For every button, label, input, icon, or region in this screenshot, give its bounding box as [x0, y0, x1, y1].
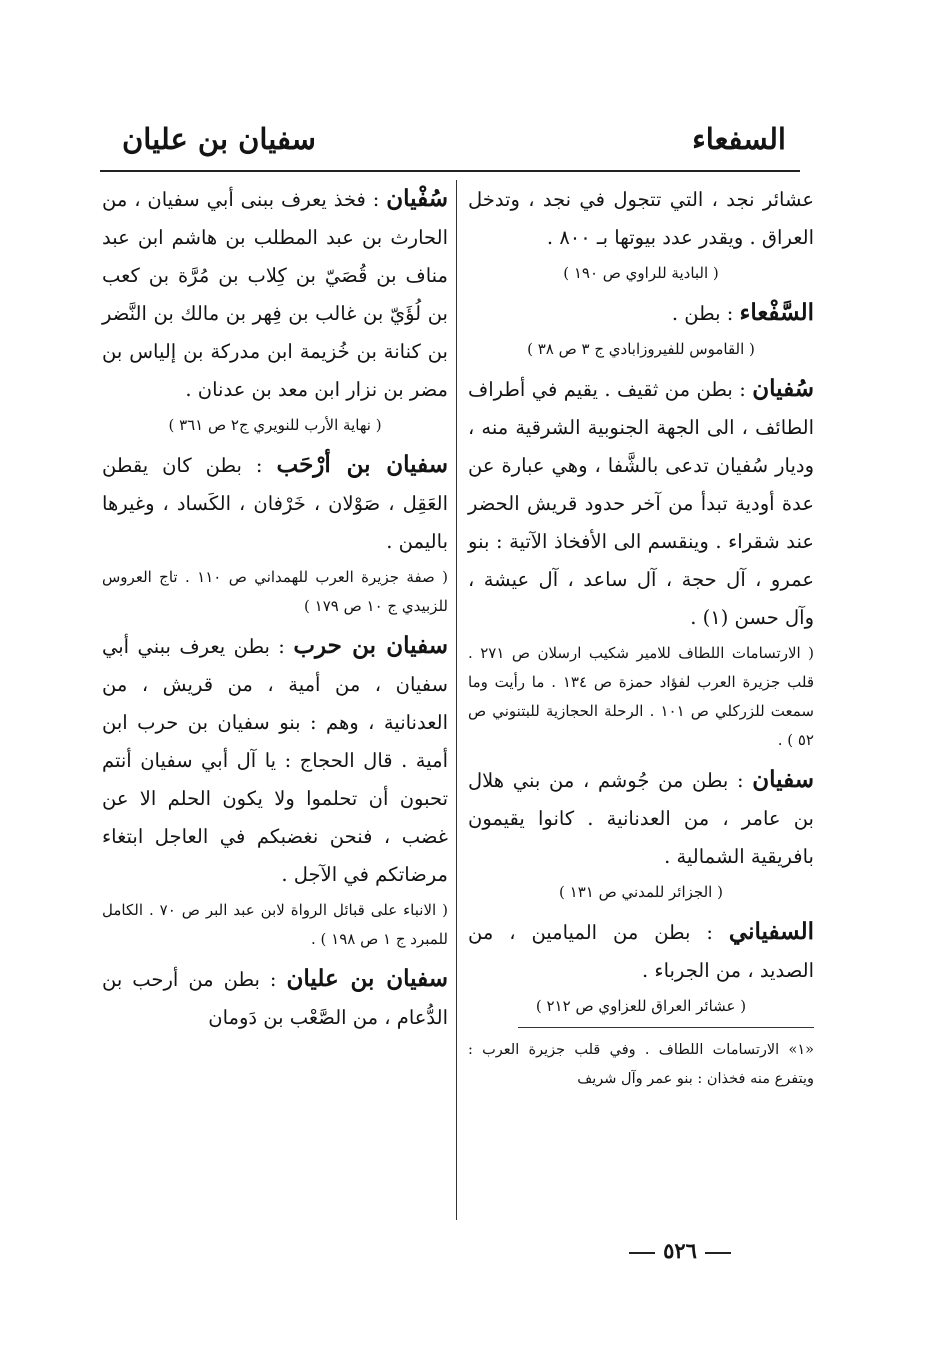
page-number-dash	[629, 1252, 655, 1254]
entry	[102, 446, 448, 561]
entry-source: ( القاموس للفيروزابادي ج ٣ ص ٣٨ )	[527, 340, 755, 358]
entry	[468, 913, 814, 990]
header-rule	[100, 170, 800, 172]
entry-source: ( نهاية الأرب للنويري ج٢ ص ٣٦١ )	[168, 416, 382, 434]
page-number-dash	[705, 1252, 731, 1254]
entry-headword: سُفْيان	[386, 185, 448, 212]
entry-source: ( البادية للراوي ص ١٩٠ )	[563, 264, 719, 282]
entry	[468, 370, 814, 637]
entry-headword: سفيان	[752, 766, 814, 793]
page-number-value: ٥٢٦	[663, 1238, 697, 1263]
entry-text: : فخذ يعرف ببنى أبي سفيان ، من الحارث بن عبد المطلب بن هاشم ابن عبد مناف بن قُصَيّ بن كِلاب بن مُرَّة بن كعب بن لُؤَيّ بن غالب بن فِهر بن مالك بن النَّضر بن كنانة بن خُزيمة ابن مدركة بن إلياس بن مضر بن نزار ابن معد بن عدنان .	[102, 188, 448, 401]
entry-text: : بطن من ثقيف . يقيم في أطراف الطائف ، الى الجهة الجنوبية الشرقية منه ، وديار سُفيان تدعى بالشَّفا ، وهي عبارة عن عدة أودية تبدأ من آخر حدود قريش الحضر عند شقراء . وينقسم الى الأفخاذ الآتية : بنو عمرو ، آل حجة ، آل ساعد ، آل عيشة ، وآل حسن (١) .	[468, 378, 814, 629]
entry-text: : بطن يعرف ببني أبي سفيان ، من أمية ، من قريش ، من العدنانية ، وهم : بنو سفيان بن حرب ابن أمية . قال الحجاج : يا آل أبي سفيان أنتم تحبون أن تحلموا ولا يكون الحلم الا عن غضب ، فنحن نغضبكم في العاجل ابتغاء مرضاتكم في الآجل .	[102, 635, 448, 886]
entry	[468, 294, 814, 333]
entry-source: ( الانباء على قبائل الرواة لابن عبد البر ص ٧٠ . الكامل للمبرد ج ١ ص ١٩٨ ) .	[102, 901, 448, 948]
running-head	[100, 118, 800, 168]
column-divider	[456, 180, 457, 1220]
entry-source: ( الجزائر للمدني ص ١٣١ )	[559, 883, 723, 901]
footnote-rule	[518, 1027, 814, 1028]
entry-headword: سفيان بن حرب	[293, 632, 448, 659]
entry-text: : بطن من أرحب بن الدُّعام ، من الصَّعْب بن دَومان	[102, 968, 448, 1029]
entry-headword: سفيان بن أرْحَب	[276, 451, 449, 478]
entry-text: : بطن كان يقطن العَقِل ، صَوْلان ، خَرْفان ، الكَساد ، وغيرها باليمن .	[102, 454, 448, 553]
entry-headword: سفيان بن عليان	[286, 965, 448, 992]
footnote: «١» الارتسامات اللطاف . وفي قلب جزيرة العرب : ويتفرع منه فخذان : بنو عمر وآل شريف	[468, 1042, 814, 1087]
header-left-title: سفيان بن عليان	[122, 122, 316, 156]
page-number	[0, 1238, 940, 1263]
entry-headword: السَّفْعاء	[739, 299, 814, 326]
entry-source: ( عشائر العراق للعزاوي ص ٢١٢ )	[535, 997, 747, 1015]
entry	[102, 627, 448, 894]
entry-headword: السفياني	[728, 918, 814, 945]
entry	[102, 960, 448, 1037]
entry-text: : بطن .	[671, 302, 734, 325]
entry-headword: سُفيان	[752, 375, 814, 402]
entry-text: : بطن من الميامين ، من الصديد ، من الجرباء .	[468, 921, 814, 982]
entry-text: عشائر نجد ، التي تتجول في نجد ، وتدخل العراق . ويقدر عدد بيوتها بـ ٨٠٠ .	[468, 188, 814, 249]
entry-text: : بطن من جُوشم ، من بني هلال بن عامر ، من العدنانية . كانوا يقيمون بافريقية الشمالية .	[468, 769, 814, 868]
left-column	[102, 180, 448, 1037]
entry-continuation	[468, 180, 814, 257]
entry-source: ( صفة جزيرة العرب للهمداني ص ١١٠ . تاج العروس للزبيدي ج ١٠ ص ١٧٩ )	[102, 568, 448, 615]
entry-source: ( الارتسامات اللطاف للامير شكيب ارسلان ص ٢٧١ . قلب جزيرة العرب لفؤاد حمزة ص ١٣٤ . ما رأيت وما سمعت للزركلي ص ١٠١ . الرحلة الحجازية للبتنوني ص ٥٢ ) .	[468, 644, 814, 749]
right-column	[468, 180, 814, 1094]
entry	[102, 180, 448, 409]
header-right-title: السفعاء	[692, 122, 786, 156]
entry	[468, 761, 814, 876]
